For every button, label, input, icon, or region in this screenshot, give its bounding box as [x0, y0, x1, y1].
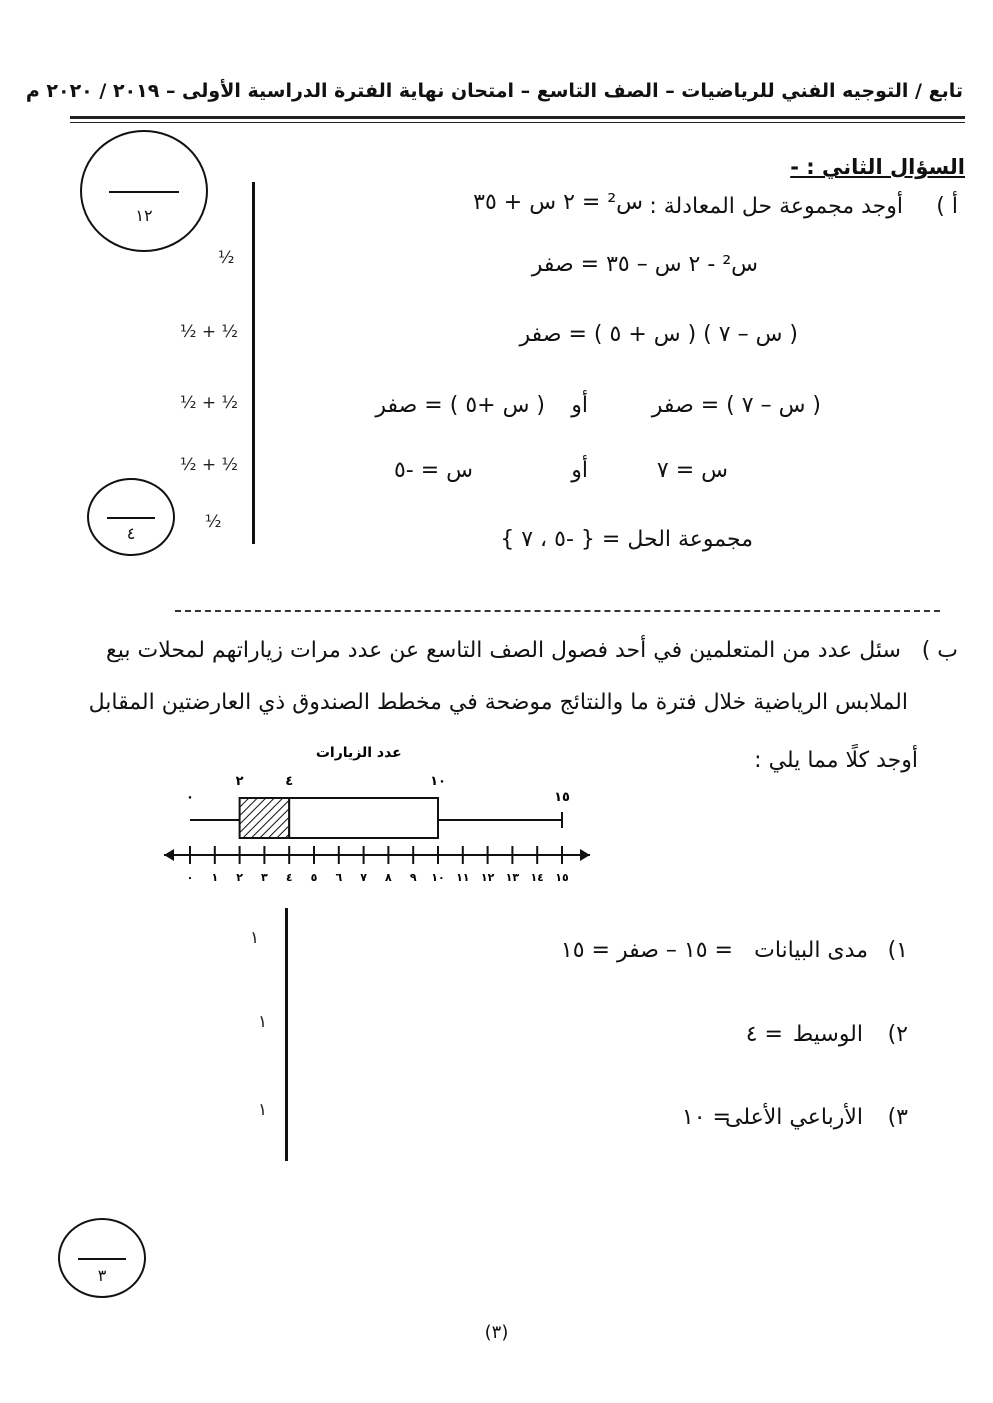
- mark-a-3: ½ + ½: [180, 393, 239, 413]
- axis-arrow-right: [580, 849, 590, 861]
- chart-value-label-q1: ٢: [235, 774, 244, 789]
- solution-step-1: س² - ٢ س – ٣٥ = صفر: [531, 252, 758, 277]
- part-b-line-2: الملابس الرياضية خلال فترة ما والنتائج موضحة في مخطط الصندوق ذي العارضتين المقابل: [88, 690, 908, 715]
- box-lower-half-hatched: [240, 798, 290, 838]
- chart-value-label-median: ٤: [285, 774, 294, 789]
- answer-1-value: = ١٥ – صفر = ١٥: [560, 938, 733, 963]
- axis-arrow-left: [164, 849, 174, 861]
- answer-1-num: ١): [887, 938, 908, 963]
- axis-tick-label: ٥: [310, 871, 318, 884]
- mark-b-3: ١: [258, 1100, 268, 1120]
- score-circle-line: [107, 517, 154, 519]
- answer-3-num: ٣): [887, 1105, 908, 1130]
- axis-tick-label: ١٤: [530, 871, 544, 884]
- score-circle-total: ١٢: [135, 206, 153, 225]
- solution-step-4a: س = ٧: [656, 458, 728, 483]
- score-circle-part-b-value: ٣: [97, 1266, 107, 1285]
- axis-tick-label: ٠: [186, 871, 194, 884]
- axis-tick-label: ٦: [335, 871, 343, 884]
- chart-title: عدد الزيارات: [315, 745, 402, 761]
- axis-tick-label: ٢: [236, 871, 243, 884]
- solution-set: مجموعة الحل = { -٥ ، ٧ }: [500, 527, 753, 552]
- mark-a-2: ½ + ½: [180, 322, 239, 342]
- marking-column-line-a: [252, 182, 255, 544]
- answer-2-num: ٢): [887, 1022, 908, 1047]
- axis-tick-label: ٧: [360, 871, 367, 884]
- answer-3-label: الأرباعي الأعلى: [725, 1105, 863, 1130]
- part-a-equation: س² = ٢ س + ٣٥: [473, 190, 643, 215]
- exam-header: تابع / التوجيه الفني للرياضيات – الصف التاسع – امتحان نهاية الفترة الدراسية الأولى – ٢٠١٩ / ٢٠٢٠ م: [25, 80, 963, 102]
- box-upper-half: [289, 798, 438, 838]
- solution-step-4b: س = -٥: [393, 458, 473, 483]
- mark-a-4: ½ + ½: [180, 455, 239, 475]
- mark-a-1: ½: [218, 248, 235, 268]
- header-rule-thin: [70, 122, 965, 123]
- chart-value-label-max: ١٥: [554, 790, 570, 805]
- header-rule-thick: [70, 116, 965, 119]
- score-circle-line: [109, 191, 178, 193]
- axis-tick-label: ١٢: [480, 871, 495, 884]
- part-b-line-3: أوجد كلًا مما يلي :: [754, 748, 918, 773]
- solution-step-3a: ( س – ٧ ) = صفر: [651, 393, 821, 418]
- axis-tick-label: ١٥: [555, 871, 569, 884]
- score-circle-part-a: [87, 478, 175, 556]
- mark-b-1: ١: [250, 928, 260, 948]
- answer-2-value: = ٤: [745, 1022, 783, 1047]
- question-heading: السؤال الثاني : -: [790, 155, 965, 179]
- marking-column-line-b: [285, 908, 288, 1161]
- axis-tick-label: ٤: [285, 871, 293, 884]
- page-number: (٣): [484, 1322, 509, 1343]
- part-a-prompt: أوجد مجموعة حل المعادلة :: [649, 194, 903, 219]
- solution-step-2: ( س – ٧ ) ( س + ٥ ) = صفر: [519, 322, 798, 347]
- part-a-label: أ ): [936, 194, 958, 219]
- chart-value-label-min: ٠: [186, 790, 194, 805]
- mark-b-2: ١: [258, 1012, 268, 1032]
- chart-value-label-q3: ١٠: [430, 774, 446, 789]
- solution-step-4-or: أو: [571, 458, 588, 483]
- axis-tick-label: ٨: [385, 871, 392, 884]
- solution-step-3-or: أو: [571, 393, 588, 418]
- score-circle-line: [78, 1258, 125, 1260]
- axis-tick-label: ١٠: [431, 871, 445, 884]
- box-plot-chart: [150, 735, 610, 895]
- answer-1-label: مدى البيانات: [754, 938, 868, 963]
- answer-2-label: الوسيط: [792, 1022, 863, 1047]
- section-divider: [175, 610, 940, 612]
- mark-a-5: ½: [205, 512, 222, 532]
- axis-tick-label: ١: [211, 871, 219, 884]
- score-circle-part-a-value: ٤: [126, 524, 136, 543]
- part-b-label: ب ): [921, 638, 958, 663]
- axis-tick-label: ٣: [261, 871, 268, 884]
- solution-step-3b: ( س +٥ ) = صفر: [375, 393, 545, 418]
- part-b-line-1: سئل عدد من المتعلمين في أحد فصول الصف التاسع عن عدد مرات زياراتهم لمحلات بيع: [106, 638, 901, 663]
- answer-3-value: = ١٠: [681, 1105, 731, 1130]
- axis-tick-label: ١٣: [505, 871, 520, 884]
- axis-tick-label: ١١: [456, 871, 470, 884]
- score-circle-part-b: [58, 1218, 146, 1298]
- axis-tick-label: ٩: [409, 871, 417, 884]
- score-circle-question2: [80, 130, 208, 252]
